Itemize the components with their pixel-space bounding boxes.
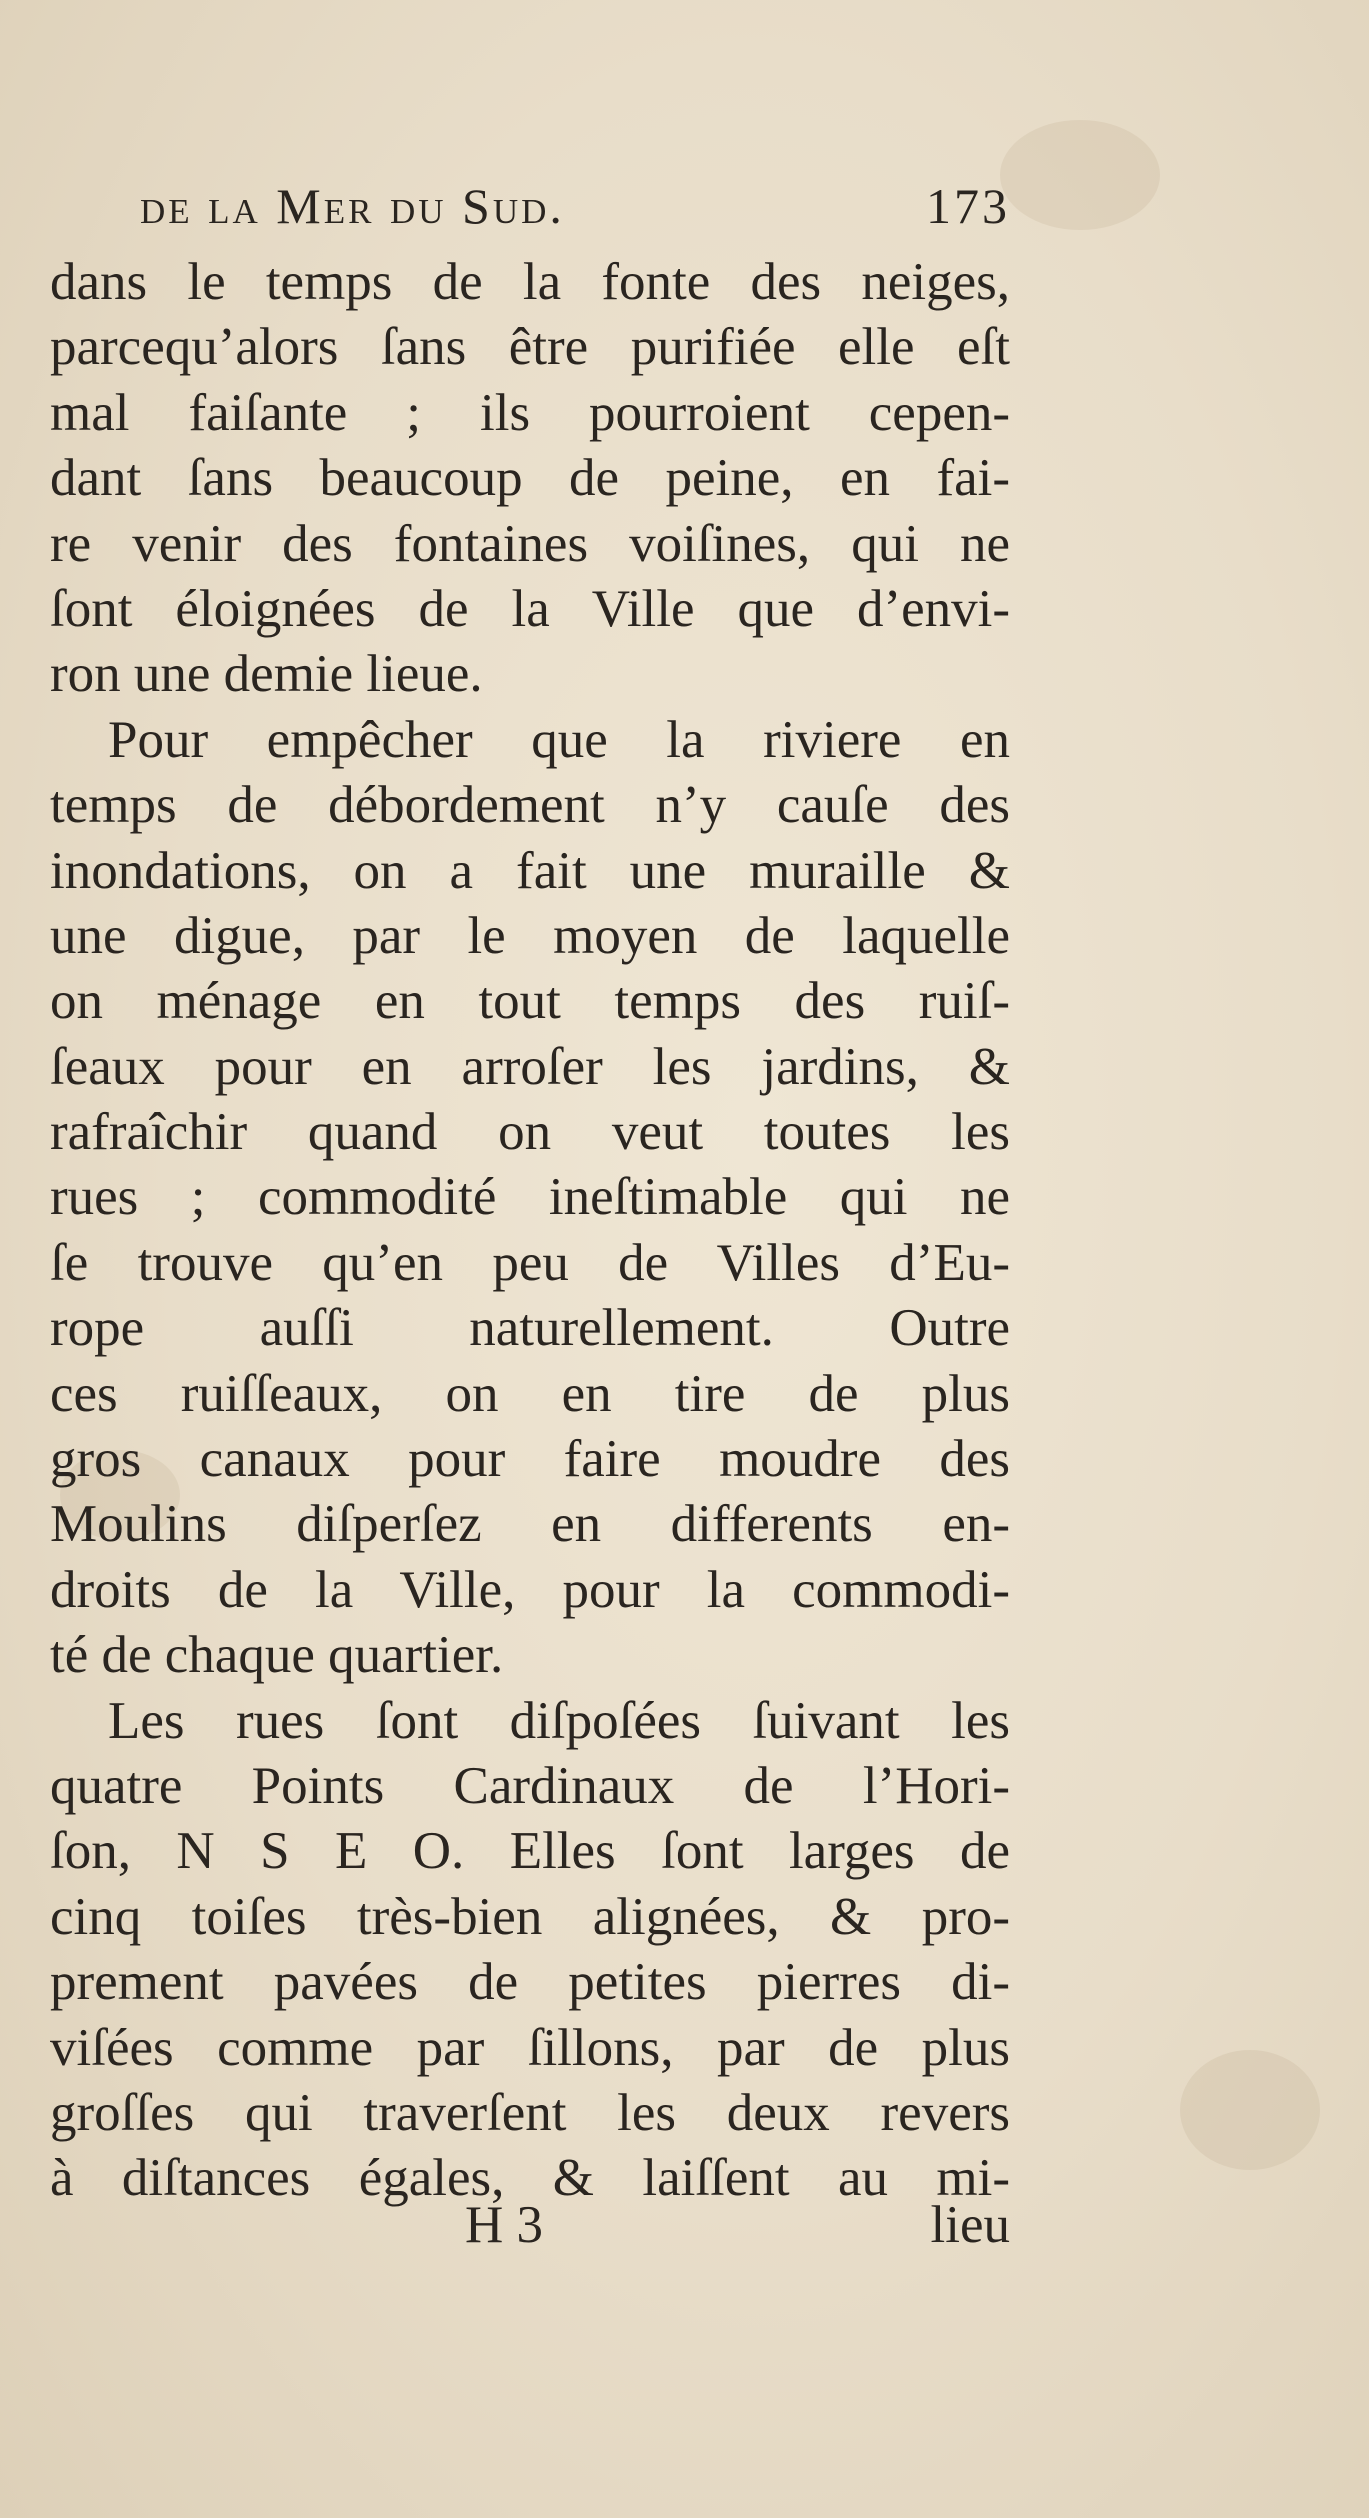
running-head <box>140 178 1010 234</box>
text-line: ces ruiſſeaux, on en tire de plus <box>50 1364 1010 1423</box>
signature-mark: H 3 <box>465 2196 544 2254</box>
text-line: groſſes qui traverſent les deux revers <box>50 2083 1010 2142</box>
running-title: de la Mer du Sud. <box>140 178 565 234</box>
text-line: rope auſſi naturellement. Outre <box>50 1299 1010 1358</box>
text-line: té de chaque quartier. <box>50 1626 504 1685</box>
text-line: ſon, N S E O. Elles ſont larges de <box>50 1822 1010 1881</box>
text-line: rafraîchir quand on veut toutes les <box>50 1103 1010 1162</box>
text-line: quatre Points Cardinaux de l’Hori- <box>50 1756 1010 1815</box>
text-line: une digue, par le moyen de laquelle <box>50 906 1010 965</box>
text-line: ſe trouve qu’en peu de Villes d’Eu- <box>50 1233 1010 1292</box>
text-line: dant ſans beaucoup de peine, en fai- <box>50 449 1010 508</box>
page-number: 173 <box>926 178 1010 234</box>
text-line: viſées comme par ſillons, par de plus <box>50 2018 1010 2077</box>
body-text <box>50 250 1010 2212</box>
paragraph-start-line: Pour empêcher que la riviere en <box>108 710 1010 769</box>
text-line: parcequ’alors ſans être purifiée elle eſt <box>50 318 1010 377</box>
text-line: ſont éloignées de la Ville que d’envi- <box>50 579 1010 638</box>
paper-stain <box>1180 2050 1320 2170</box>
page-footer <box>50 2190 1010 2260</box>
text-line: Moulins diſperſez en differents en- <box>50 1495 1010 1554</box>
text-line: inondations, on a fait une muraille & <box>50 841 1010 900</box>
text-line: cinq toiſes très-bien alignées, & pro- <box>50 1887 1010 1946</box>
catchword: lieu <box>930 2196 1010 2254</box>
text-line: on ménage en tout temps des ruiſ- <box>50 972 1010 1031</box>
text-line: temps de débordement n’y cauſe des <box>50 776 1010 835</box>
text-line: re venir des fontaines voiſines, qui ne <box>50 514 1010 573</box>
paragraph-start-line: Les rues ſont diſpoſées ſuivant les <box>108 1691 1010 1750</box>
text-line: ron une demie lieue. <box>50 645 483 704</box>
text-line: rues ; commodité ineſtimable qui ne <box>50 1168 1010 1227</box>
text-line: dans le temps de la fonte des neiges, <box>50 253 1010 311</box>
paper-stain <box>1000 120 1160 230</box>
text-line: mal faiſante ; ils pourroient cepen- <box>50 383 1010 442</box>
text-line: gros canaux pour faire moudre des <box>50 1430 1010 1489</box>
text-line: droits de la Ville, pour la commodi- <box>50 1560 1010 1619</box>
text-line: ſeaux pour en arroſer les jardins, & <box>50 1037 1010 1096</box>
text-line: prement pavées de petites pierres di- <box>50 1953 1010 2012</box>
text-line: à diſtances égales, & laiſſent au mi- <box>50 2149 1010 2208</box>
